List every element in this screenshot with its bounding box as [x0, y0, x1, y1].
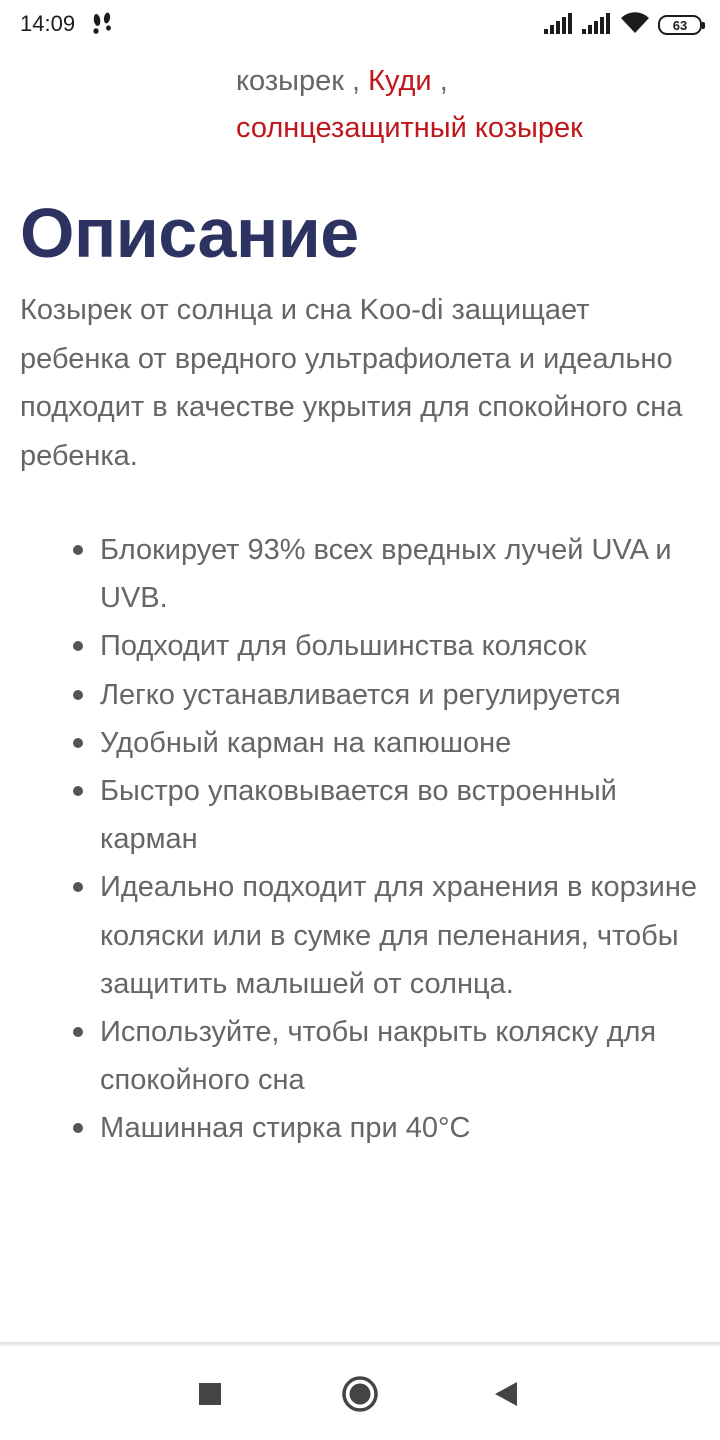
list-item-text: Подходит для большинства колясок	[100, 630, 587, 663]
home-button[interactable]	[336, 1370, 384, 1418]
signal-icon	[582, 12, 612, 39]
section-heading: Описание	[20, 194, 359, 272]
bullet-icon	[73, 786, 83, 796]
list-item	[100, 1104, 710, 1152]
list-item	[100, 671, 710, 719]
tag-separator: ,	[343, 65, 369, 97]
signal-icon	[544, 12, 574, 39]
battery-level: 63	[672, 17, 688, 33]
list-item	[100, 863, 710, 1008]
bullet-icon	[73, 641, 83, 651]
home-icon	[336, 1370, 384, 1418]
description-text: Козырек от солнца и сна Koo-di защищает ребенка от вредного ультрафиолета и идеально подходит в качестве укрытия для спокойного сна ребенка.	[20, 294, 683, 472]
bullet-icon	[73, 882, 83, 892]
list-item	[100, 1008, 710, 1104]
bullet-icon	[73, 690, 83, 700]
bullet-icon	[73, 1027, 83, 1037]
list-item	[100, 767, 710, 863]
bullet-icon	[73, 1123, 83, 1133]
notification-icon	[90, 11, 114, 37]
back-button[interactable]	[482, 1370, 530, 1418]
list-item-text: Быстро упаковывается во встроенный карман	[100, 775, 617, 856]
list-item	[100, 719, 710, 767]
recents-icon	[186, 1370, 234, 1418]
battery-icon	[658, 15, 702, 35]
list-item	[100, 622, 710, 670]
wifi-icon	[620, 12, 650, 39]
tag-separator: ,	[431, 65, 448, 97]
back-icon	[482, 1370, 530, 1418]
status-time: 14:09	[20, 11, 76, 36]
list-item-text: Идеально подходит для хранения в корзине коляски или в сумке для пеленания, чтобы защитить малышей от солнца.	[100, 871, 698, 1000]
status-icons	[544, 12, 702, 38]
bullet-icon	[73, 738, 83, 748]
list-item-text: Удобный карман на капюшоне	[100, 726, 512, 759]
bullet-icon	[73, 545, 83, 555]
tags-line	[236, 58, 448, 104]
tag-text: козырек	[236, 65, 344, 97]
tag-link-koodi[interactable]: Куди	[368, 65, 432, 97]
list-item	[100, 526, 710, 622]
tags-line	[236, 105, 583, 151]
list-item-text: Блокирует 93% всех вредных лучей UVA и UVB.	[100, 534, 672, 615]
features-list	[100, 526, 710, 1153]
recents-button[interactable]	[186, 1370, 234, 1418]
tag-link-sunshade[interactable]: солнцезащитный козырек	[236, 112, 583, 144]
list-item-text: Легко устанавливается и регулируется	[100, 678, 621, 711]
status-bar	[0, 0, 720, 50]
list-item-text: Используйте, чтобы накрыть коляску для спокойного сна	[100, 1016, 657, 1097]
navigation-bar	[0, 1346, 720, 1440]
list-item-text: Машинная стирка при 40°C	[100, 1112, 471, 1145]
